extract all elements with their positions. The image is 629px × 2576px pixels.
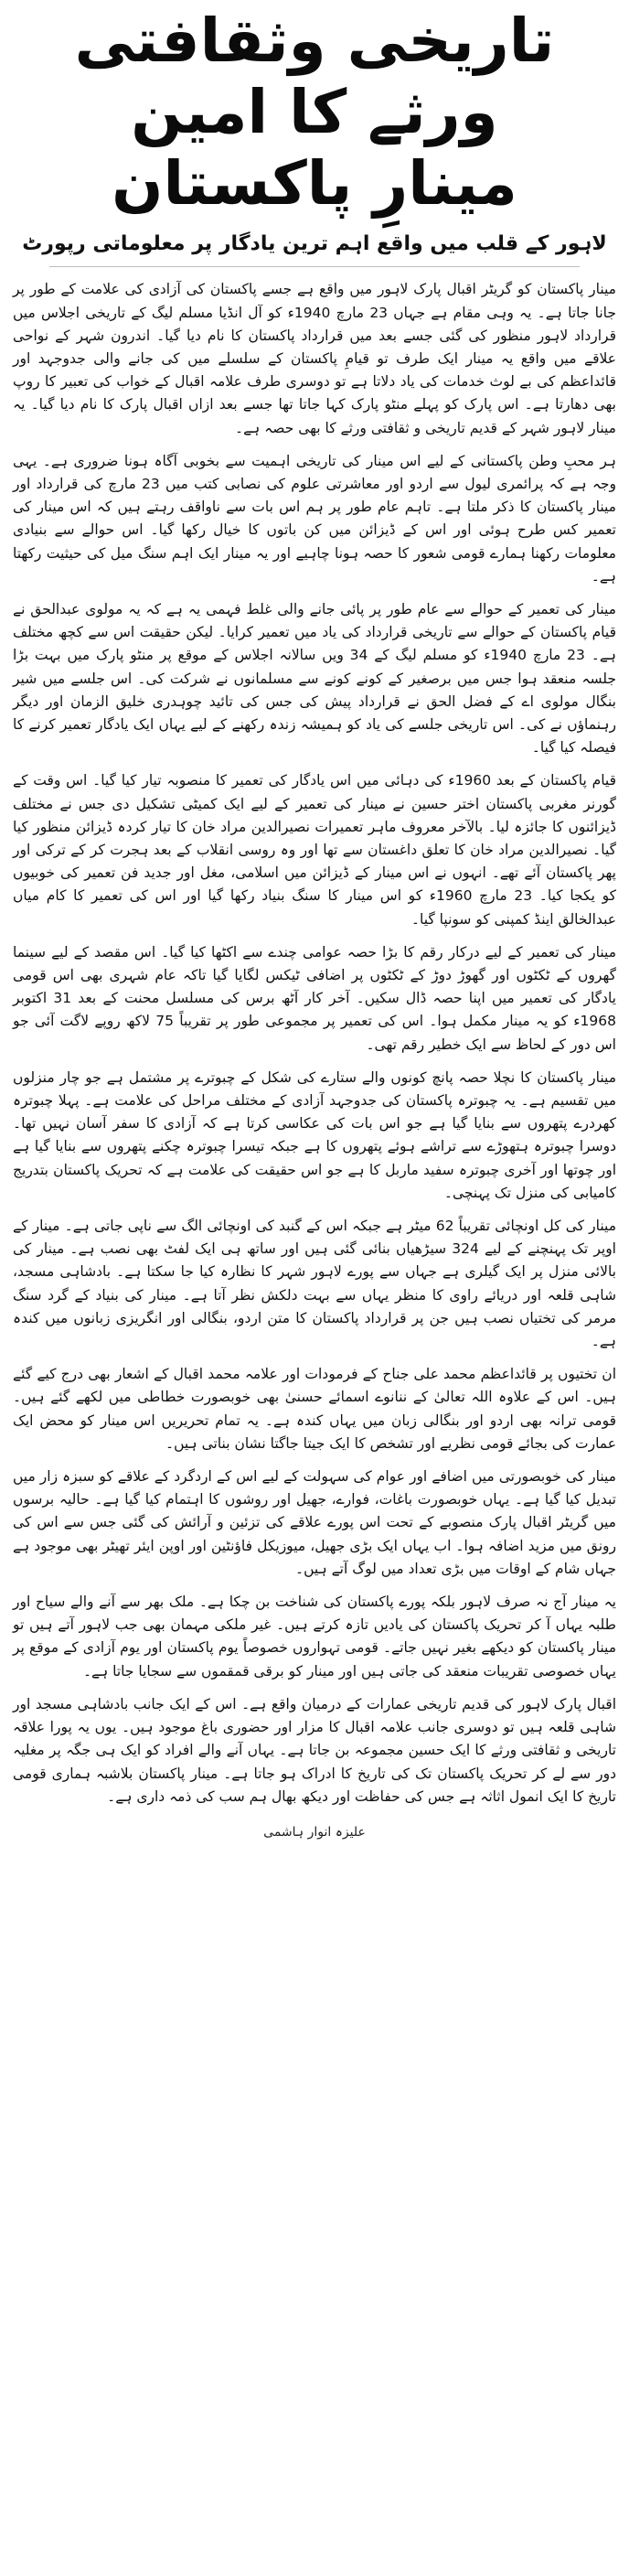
article-paragraph: قیام پاکستان کے بعد 1960ء کی دہائی میں اس یادگار کی تعمیر کا منصوبہ تیار کیا گیا۔ اس وقت کے گورنر مغربی پاکستان اختر حسین نے مینار کی تعمیر کے لیے ایک کمیٹی تشکیل دی جس نے مختلف ڈیزائنوں کا جائزہ لیا۔ بالآخر معروف ماہر تعمیرات نصیرالدین مراد خان کا تیار کردہ ڈیزائن منظور کیا گیا۔ نصیرالدین مراد خان کا تعلق داغستان سے تھا اور وہ روسی انقلاب کے بعد ہجرت کر کے ترکی اور پھر پاکستان آئے تھے۔ انہوں نے اس مینار کے ڈیزائن میں اسلامی، مغل اور جدید فن تعمیر کی خوبیوں کو یکجا کیا۔ 23 مارچ 1960ء کو اس مینار کا سنگ بنیاد رکھا گیا اور اس کی تعمیر کا کام میاں عبدالخالق اینڈ کمپنی کو سونپا گیا۔ (13, 772, 617, 928)
article-paragraph: یہ مینار آج نہ صرف لاہور بلکہ پورے پاکستان کی شناخت بن چکا ہے۔ ملک بھر سے آنے والے سیاح اور طلبہ یہاں آ کر تحریک پاکستان کی یادیں تازہ کرتے ہیں۔ غیر ملکی مہمان بھی جب لاہور آتے ہیں تو مینار پاکستان کو دیکھے بغیر نہیں جاتے۔ قومی تہواروں خصوصاً یوم پاکستان اور یوم آزادی کے موقع پر یہاں خصوصی تقریبات منعقد کی جاتی ہیں اور مینار کو برقی قمقموں سے سجایا جاتا ہے۔ (13, 1594, 616, 1680)
article-paragraph: اقبال پارک لاہور کی قدیم تاریخی عمارات کے درمیان واقع ہے۔ اس کے ایک جانب بادشاہی مسجد اور شاہی قلعہ ہیں تو دوسری جانب علامہ اقبال کا مزار اور حضوری باغ موجود ہیں۔ یوں یہ پورا علاقہ تاریخی و ثقافتی ورثے کا ایک حسین مجموعہ بن جاتا ہے۔ یہاں آنے والے افراد کو ایک ہی جگہ پر مغلیہ دور سے لے کر تحریک پاکستان تک کی تاریخ کا ادراک ہو جاتا ہے۔ مینار پاکستان بلاشبہ ہماری قومی تاریخ کا ایک انمول اثاثہ ہے جس کی حفاظت اور دیکھ بھال ہم سب کی ذمہ داری ہے۔ (13, 1695, 616, 1805)
divider (49, 266, 580, 267)
article-paragraph: مینار کی تعمیر کے لیے درکار رقم کا بڑا حصہ عوامی چندے سے اکٹھا کیا گیا۔ اس مقصد کے لیے سینما گھروں کے ٹکٹوں اور گھوڑ دوڑ کے ٹکٹوں پر اضافی ٹیکس لگایا گیا تاکہ عام شہری بھی اس قومی یادگار کی تعمیر میں اپنا حصہ ڈال سکیں۔ آخر کار آٹھ برس کی مسلسل محنت کے بعد 31 اکتوبر 1968ء کو یہ مینار مکمل ہوا۔ اس کی تعمیر پر مجموعی طور پر تقریباً 75 لاکھ روپے لاگت آئی جو اس دور کے لحاظ سے ایک خطیر رقم تھی۔ (13, 943, 616, 1053)
article-subheading: لاہور کے قلب میں واقع اہم ترین یادگار پر معلوماتی رپورٹ (22, 231, 607, 255)
article-paragraph: مینار پاکستان کا نچلا حصہ پانچ کونوں والے ستارے کی شکل کے چبوترے پر مشتمل ہے جو چار منزلوں میں تقسیم ہے۔ یہ چبوترہ پاکستان کی جدوجہد آزادی کے مختلف مراحل کی علامت ہے۔ پہلا چبوترہ کھردرے پتھروں سے بنایا گیا ہے جو اس بات کی عکاسی کرتا ہے کہ آزادی کا سفر آسان نہیں تھا۔ دوسرا چبوترہ ہتھوڑے سے تراشے ہوئے پتھروں کا ہے جبکہ تیسرا چبوترہ چکنے پتھروں سے بنایا گیا ہے اور چوتھا اور آخری چبوترہ سفید ماربل کا ہے جو اس حقیقت کی علامت ہے کہ تحریک پاکستان بتدریج کامیابی کی منزل تک پہنچی۔ (13, 1068, 616, 1201)
article-paragraph: مینار کی تعمیر کے حوالے سے عام طور پر پائی جانے والی غلط فہمی یہ ہے کہ یہ مولوی عبدالحق نے قیام پاکستان کے حوالے سے تاریخی قرارداد کی یاد میں تعمیر کرایا۔ لیکن حقیقت اس سے کچھ مختلف ہے۔ 23 مارچ 1940ء کو مسلم لیگ کے 34 ویں سالانہ اجلاس کے موقع پر منٹو پارک میں بہت بڑا جلسہ منعقد ہوا جس میں برصغیر کے کونے کونے سے مسلمانوں نے شرکت کی۔ اس جلسے میں شیر بنگال مولوی اے کے فضل الحق نے قرارداد پیش کی جس کی تائید چوہدری خلیق الزمان اور دیگر رہنماؤں نے کی۔ اس تاریخی جلسے کی یاد کو ہمیشہ زندہ رکھنے کے لیے یہاں ایک یادگار تعمیر کرنے کا فیصلہ کیا گیا۔ (13, 600, 616, 757)
article-paragraph: مینار پاکستان کو گریٹر اقبال پارک لاہور میں واقع ہے جسے پاکستان کی آزادی کی علامت کے طور پر جانا جاتا ہے۔ یہ وہی مقام ہے جہاں 23 مارچ 1940ء کو آل انڈیا مسلم لیگ کے تاریخی اجلاس میں قرارداد لاہور منظور کی گئی جسے بعد میں قرارداد پاکستان کا نام دیا گیا۔ اندرون شہر کے نواحی علاقے میں واقع یہ مینار ایک طرف تو قیامِ پاکستان کے سلسلے میں کی جانے والی جدوجہد اور قائداعظم کی بے لوث خدمات کی یاد دلاتا ہے تو دوسری طرف علامہ اقبال کے خواب کی تعبیر کا روپ بھی دھارتا ہے۔ اس پارک کو پہلے منٹو پارک کہا جاتا تھا جسے بعد ازاں اقبال پارک کا نام دیا گیا۔ یہ مینار لاہور شہر کے قدیم تاریخی و ثقافتی ورثے کا بھی حصہ ہے۔ (13, 281, 616, 436)
headline-line-2: مینارِ پاکستان (112, 147, 517, 219)
article-paragraph: مینار کی کل اونچائی تقریباً 62 میٹر ہے جبکہ اس کے گنبد کی اونچائی الگ سے ناپی جاتی ہے۔ مینار کے اوپر تک پہنچنے کے لیے 324 سیڑھیاں بنائی گئی ہیں اور ساتھ ہی ایک لفٹ بھی نصب ہے۔ مینار کی بالائی منزل پر ایک گیلری ہے جہاں سے پورے لاہور شہر کا نظارہ کیا جا سکتا ہے۔ بادشاہی مسجد، شاہی قلعہ اور دریائے راوی کا منظر یہاں سے بہت دلکش نظر آتا ہے۔ مینار کی بنیاد کے گرد سنگ مرمر کی تختیاں نصب ہیں جن پر قرارداد پاکستان کا متن اردو، بنگالی اور انگریزی زبانوں میں کندہ ہے۔ (13, 1218, 617, 1350)
article-paragraph: ان تختیوں پر قائداعظم محمد علی جناح کے فرمودات اور علامہ محمد اقبال کے اشعار بھی درج کیے گئے ہیں۔ اس کے علاوہ اللہ تعالیٰ کے ننانوے اسمائے حسنیٰ بھی خوبصورت خطاطی میں لکھے گئے ہیں۔ قومی ترانہ بھی اردو اور بنگالی زبان میں یہاں کندہ ہے۔ یہ تمام تحریریں اس مینار کو محض ایک عمارت کی بجائے قومی نظریے اور تشخص کا ایک جیتا جاگتا نشان بناتی ہیں۔ (13, 1366, 616, 1452)
author-byline: علیزہ انوار ہاشمی (263, 1824, 366, 1840)
article-headline (13, 5, 616, 220)
article-paragraph: مینار کی خوبصورتی میں اضافے اور عوام کی سہولت کے لیے اس کے اردگرد کے علاقے کو سبزہ زار میں تبدیل کیا گیا ہے۔ یہاں خوبصورت باغات، فوارے، جھیل اور روشوں کا اہتمام کیا گیا ہے۔ حالیہ برسوں میں گریٹر اقبال پارک منصوبے کے تحت اس پورے علاقے کی تزئین و آرائش کی گئی جس سے اس کی رونق میں مزید اضافہ ہوا۔ اب یہاں ایک بڑی جھیل، میوزیکل فاؤنٹین اور اوپن ایئر تھیٹر بھی موجود ہے جہاں شام کے اوقات میں بڑی تعداد میں لوگ آتے ہیں۔ (13, 1468, 616, 1577)
article-body (13, 278, 616, 1809)
headline-line-1: تاریخی وثقافتی ورثے کا امین (74, 5, 555, 147)
article-paragraph: ہر محبِ وطن پاکستانی کے لیے اس مینار کی تاریخی اہمیت سے بخوبی آگاہ ہونا ضروری ہے۔ یہی وجہ ہے کہ پرائمری لیول سے اردو اور معاشرتی علوم کی نصابی کتب میں 23 مارچ کی قرارداد اور مینار پاکستان کا ذکر ملتا ہے۔ تاہم عام طور پر ہم اس بات سے ناواقف رہتے ہیں کہ اس مینار کی تعمیر کس طرح ہوئی اور اس کے ڈیزائن میں کن باتوں کا خیال رکھا گیا۔ اس حوالے سے بنیادی معلومات رکھنا ہمارے قومی شعور کا حصہ ہونا چاہیے اور یہ مینار ایک اہم سنگ میل کی حیثیت رکھتا ہے۔ (13, 452, 616, 585)
